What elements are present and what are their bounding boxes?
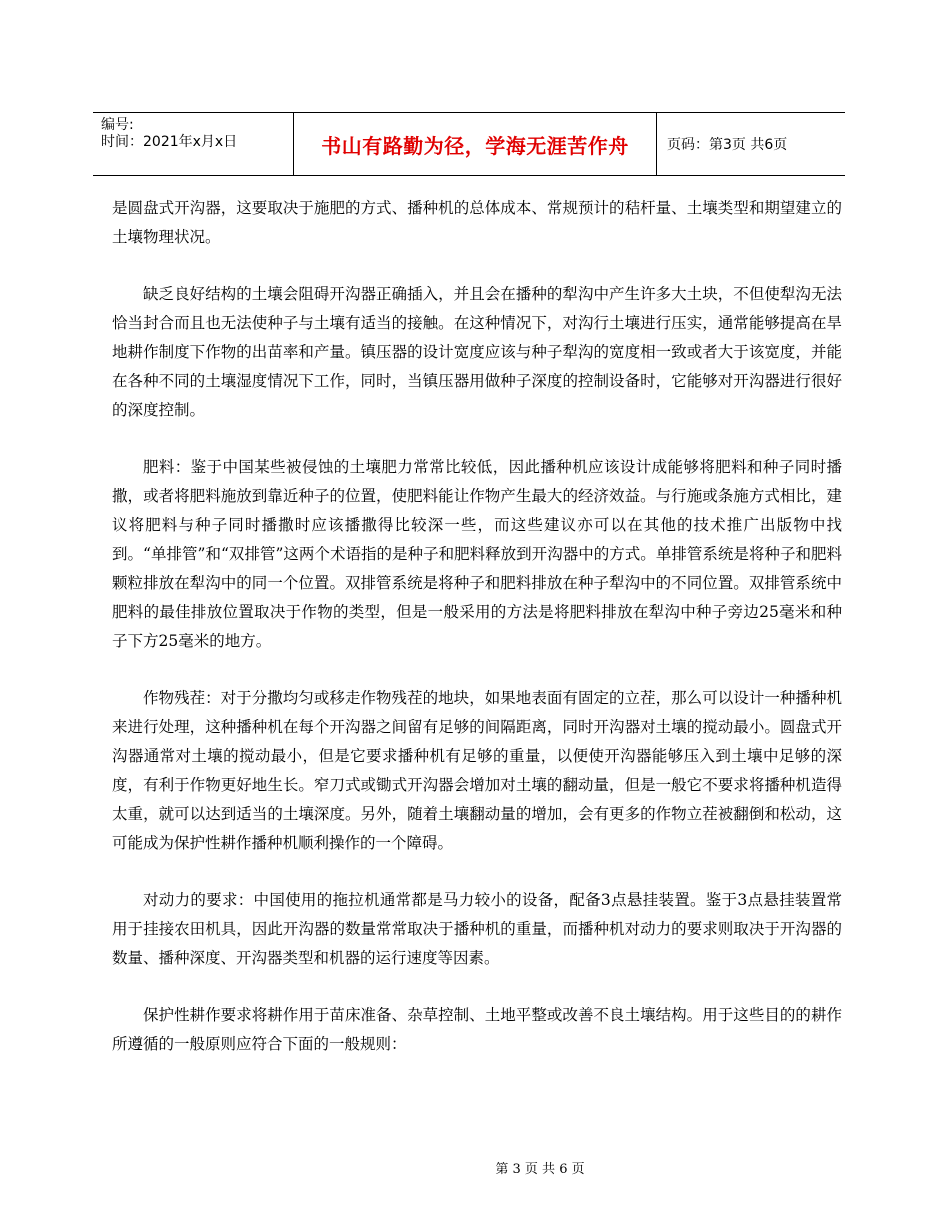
document-body xyxy=(112,194,842,1087)
page-footer: 第 3 页 共 6 页 xyxy=(495,1162,585,1177)
header-meta-cell xyxy=(93,113,294,176)
paragraph-5: 对动力的要求：中国使用的拖拉机通常都是马力较小的设备，配备3点悬挂装置。鉴于3点悬挂装置常用于挂接农田机具，因此开沟器的数量常常取决于播种机的重量，而播种机对动力的要求则取决于开沟器的数量、播种深度、开沟器类型和机器的运行速度等因素。 xyxy=(112,891,842,967)
document-number-label: 编号: xyxy=(101,117,134,133)
header-page-info: 页码：第3页 共6页 xyxy=(657,113,846,176)
paragraph-2: 缺乏良好结构的土壤会阻碍开沟器正确插入，并且会在播种的犁沟中产生许多大土块，不但使犁沟无法恰当封合而且也无法使种子与土壤有适当的接触。在这种情况下，对沟行土壤进行压实，通常能够提高在旱地耕作制度下作物的出苗率和产量。镇压器的设计宽度应该与种子犁沟的宽度相一致或者大于该宽度，并能在各种不同的土壤湿度情况下工作，同时，当镇压器用做种子深度的控制设备时，它能够对开沟器进行很好的深度控制。 xyxy=(112,285,842,419)
paragraph-6: 保护性耕作要求将耕作用于苗床准备、杂草控制、土地平整或改善不良土壤结构。用于这些目的的耕作所遵循的一般原则应符合下面的一般规则： xyxy=(112,1006,842,1053)
document-header xyxy=(93,112,845,176)
paragraph-1: 是圆盘式开沟器，这要取决于施肥的方式、播种机的总体成本、常规预计的秸杆量、土壤类型和期望建立的土壤物理状况。 xyxy=(112,199,842,246)
paragraph-3: 肥料：鉴于中国某些被侵蚀的土壤肥力常常比较低，因此播种机应该设计成能够将肥料和种子同时播撒，或者将肥料施放到靠近种子的位置，使肥料能让作物产生最大的经济效益。与行施或条施方式相比，建议将肥料与种子同时播撒时应该播撒得比较深一些，而这些建议亦可以在其他的技术推广出版物中找到。“单排管”和“双排管”这两个术语指的是种子和肥料释放到开沟器中的方式。单排管系统是将种子和肥料颗粒排放在犁沟中的同一个位置。双排管系统是将种子和肥料排放在种子犁沟中的不同位置。双排管系统中肥料的最佳排放位置取决于作物的类型，但是一般采用的方法是将肥料排放在犁沟中种子旁边25毫米和种子下方25毫米的地方。 xyxy=(112,458,842,650)
header-motto: 书山有路勤为径，学海无涯苦作舟 xyxy=(294,113,657,176)
paragraph-4: 作物残茬：对于分撒均匀或移走作物残茬的地块，如果地表面有固定的立茬，那么可以设计一种播种机来进行处理，这种播种机在每个开沟器之间留有足够的间隔距离，同时开沟器对土壤的搅动最小。圆盘式开沟器通常对土壤的搅动最小，但是它要求播种机有足够的重量，以便使开沟器能够压入到土壤中足够的深度，有利于作物更好地生长。窄刀式或锄式开沟器会增加对土壤的翻动量，但是一般它不要求将播种机造得太重，就可以达到适当的土壤深度。另外，随着土壤翻动量的增加，会有更多的作物立茬被翻倒和松动，这可能成为保护性耕作播种机顺利操作的一个障碍。 xyxy=(112,689,842,852)
document-time-label: 时间：2021年x月x日 xyxy=(101,134,238,150)
